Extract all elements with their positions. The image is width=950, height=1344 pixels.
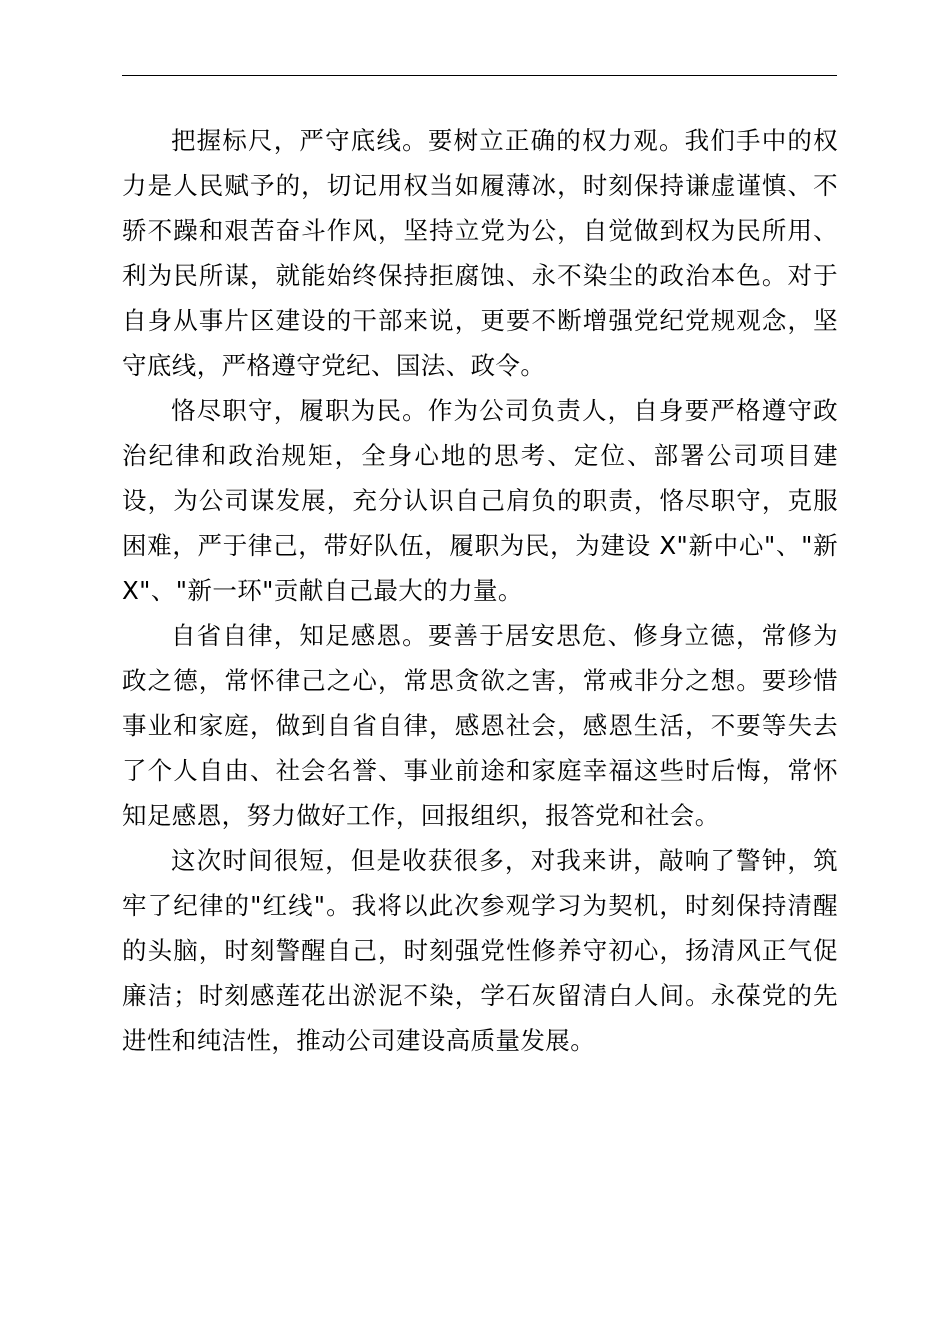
paragraph-3: 自省自律，知足感恩。要善于居安思危、修身立德，常修为政之德，常怀律己之心，常思贪欲之害，常戒非分之想。要珍惜事业和家庭，做到自省自律，感恩社会，感恩生活，不要等失去了个人自由、社会名誉、事业前途和家庭幸福这些时后悔，常怀知足感恩，努力做好工作，回报组织，报答党和社会。 <box>122 621 838 830</box>
header-rule <box>122 75 837 76</box>
paragraph-1: 把握标尺，严守底线。要树立正确的权力观。我们手中的权力是人民赋予的，切记用权当如履薄冰，时刻保持谦虚谨慎、不骄不躁和艰苦奋斗作风，坚持立党为公，自觉做到权为民所用、利为民所谋，就能始终保持拒腐蚀、永不染尘的政治本色。对于自身从事片区建设的干部来说，更要不断增强党纪党规观念，坚守底线，严格遵守党纪、国法、政令。 <box>122 126 838 380</box>
paragraph-2: 恪尽职守，履职为民。作为公司负责人，自身要严格遵守政治纪律和政治规矩，全身心地的思考、定位、部署公司项目建设，为公司谋发展，充分认识自己肩负的职责，恪尽职守，克服困难，严于律己，带好队伍，履职为民，为建设 X"新中心"、"新 X"、"新一环"贡献自己最大的力量。 <box>122 396 838 605</box>
paragraph-4: 这次时间很短，但是收获很多，对我来讲，敲响了警钟，筑牢了纪律的"红线"。我将以此次参观学习为契机，时刻保持清醒的头脑，时刻警醒自己，时刻强党性修养守初心，扬清风正气促廉洁；时刻感莲花出淤泥不染，学石灰留清白人间。永葆党的先进性和纯洁性，推动公司建设高质量发展。 <box>122 846 838 1055</box>
document-body <box>122 118 838 1063</box>
